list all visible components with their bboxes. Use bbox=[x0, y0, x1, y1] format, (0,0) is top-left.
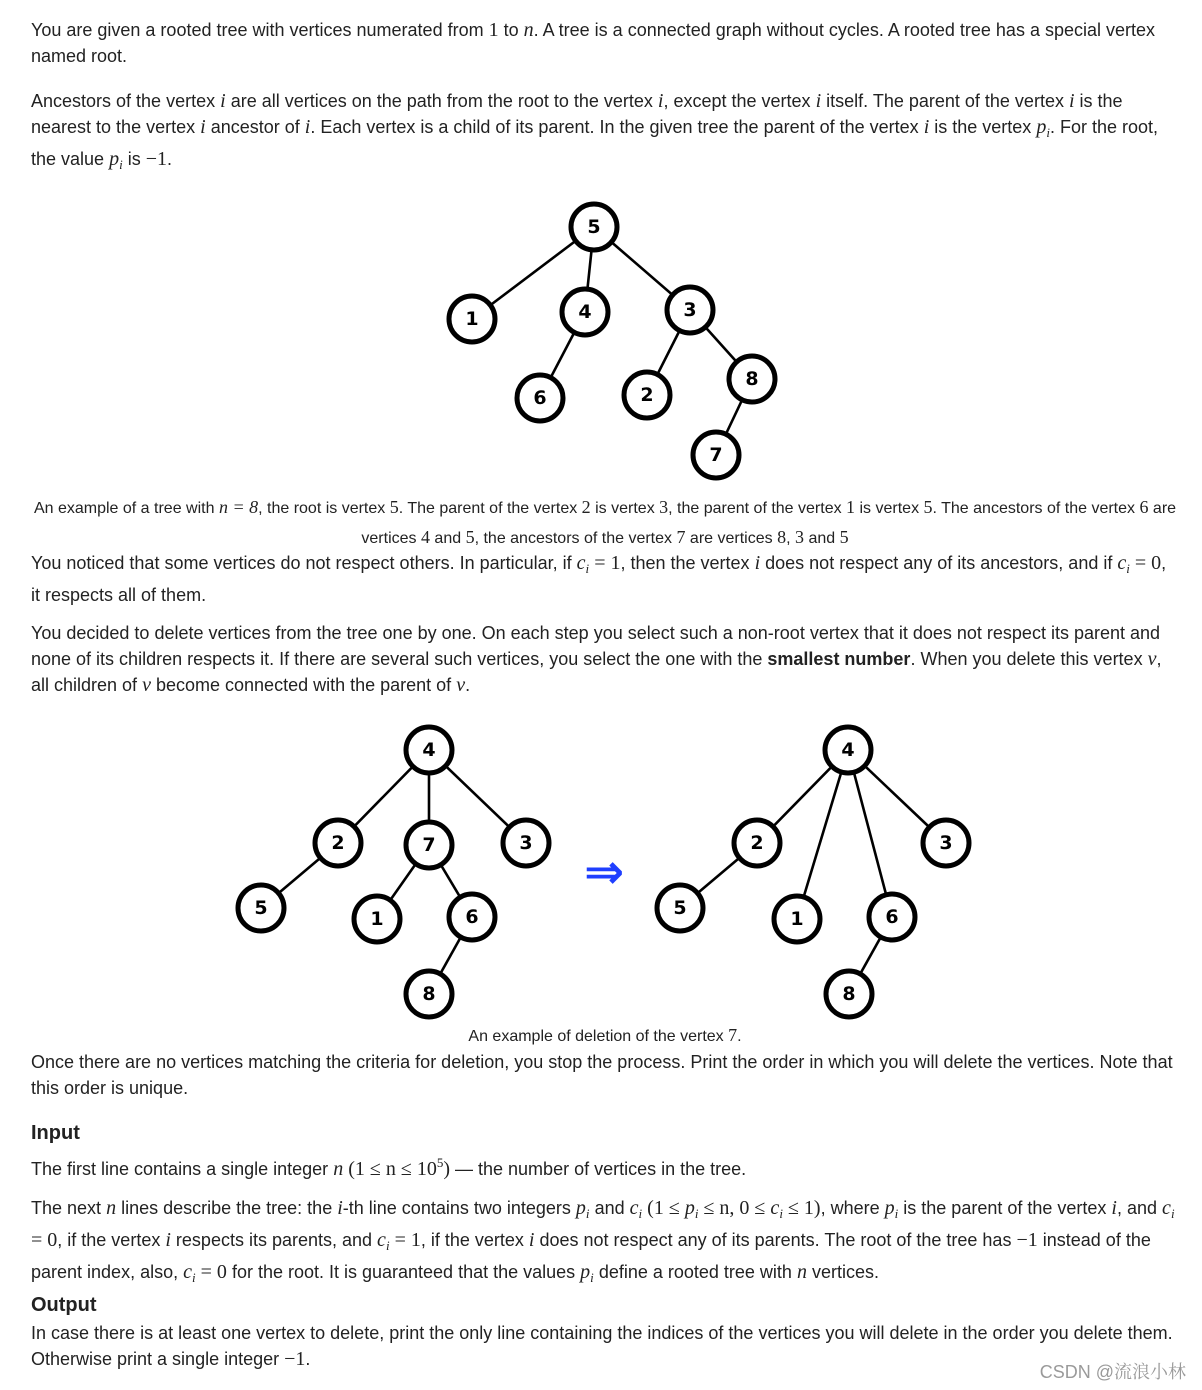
tree-2-after-node-1 bbox=[774, 896, 820, 942]
svg-text:7: 7 bbox=[709, 444, 723, 466]
svg-text:8: 8 bbox=[745, 368, 759, 390]
svg-text:5: 5 bbox=[254, 897, 268, 919]
tree-2-before-node-6 bbox=[449, 894, 495, 940]
paragraph-intro: You are given a rooted tree with vertices numerated from 1 to n. A tree is a connected graph without cycles. A rooted tree has a special vertex named root. bbox=[31, 19, 1156, 66]
tree-1-node-2 bbox=[624, 372, 670, 418]
tree-2-before-edges bbox=[261, 750, 526, 994]
tree-2-before-node-4 bbox=[406, 727, 452, 773]
svg-text:6: 6 bbox=[885, 906, 899, 928]
tree-1-node-4 bbox=[562, 289, 608, 335]
svg-text:3: 3 bbox=[939, 832, 953, 854]
heading-input: Input bbox=[31, 1122, 80, 1144]
tree-example-2-before bbox=[235, 718, 555, 1018]
paragraph-input: The first line contains a single integer n $(1 \le n \le 10^5)$ — the number of vertices in the tree. bbox=[31, 1155, 747, 1180]
svg-text:4: 4 bbox=[841, 739, 855, 761]
tree-1-node-1 bbox=[449, 296, 495, 342]
paragraph-output: In case there is at least one vertex to delete, print the only line containing the indices of the vertices you will delete in the order you delete them. Otherwise print a single integer −1. bbox=[31, 1323, 1173, 1370]
svg-text:8: 8 bbox=[422, 983, 436, 1005]
svg-text:3: 3 bbox=[519, 832, 533, 854]
heading-output: Output bbox=[31, 1294, 97, 1316]
tree-1-node-6 bbox=[517, 375, 563, 421]
tree-2-after-node-2 bbox=[734, 820, 780, 866]
tree-example-2-after bbox=[654, 718, 974, 1018]
tree-2-before-node-7 bbox=[406, 822, 452, 868]
watermark: CSDN @流浪小林 bbox=[1039, 1362, 1186, 1382]
svg-text:7: 7 bbox=[422, 834, 436, 856]
tree-1-node-3 bbox=[667, 287, 713, 333]
tree-2-before-node-5 bbox=[238, 885, 284, 931]
svg-text:4: 4 bbox=[422, 739, 436, 761]
caption-tree-2: An example of deletion of the vertex 7. bbox=[468, 1025, 742, 1045]
svg-text:3: 3 bbox=[683, 299, 697, 321]
tree-1-node-8 bbox=[729, 356, 775, 402]
tree-2-before-node-2 bbox=[315, 820, 361, 866]
paragraph-ancestors: Ancestors of the vertex i are all vertices on the path from the root to the vertex i, except the vertex i itself. The parent of the vertex i is the nearest to the vertex i ancestor of i. Each vertex is a child of its parent. In the given tree the parent of the vertex i is the vertex $p_i$. For the root, the value $p_i$ is −1. bbox=[31, 90, 1158, 172]
tree-2-after-node-5 bbox=[657, 885, 703, 931]
svg-text:2: 2 bbox=[640, 384, 654, 406]
svg-text:8: 8 bbox=[842, 983, 856, 1005]
svg-text:6: 6 bbox=[465, 906, 479, 928]
paragraph-delete: You decided to delete vertices from the tree one by one. On each step you select such a non-root vertex that it does not respect its parent and none of its children respects it. If there are several such vertices, you select the one with the smallest number. When you delete this vertex v, all children of v become connected with the parent of v. bbox=[31, 623, 1162, 696]
paragraph-next-lines: The next n lines describe the tree: the i-th line contains two integers $p_i$ and $c_i$ ($1 \le p_i \le n$, $0 \le c_i \le 1$), where $p_i$ is the parent of the vertex i, and $c_i = 0$, if the vertex i respects its parents, and $c_i = 1$, if the vertex i does not respect any of its parents. The root of the tree has −1 instead of the parent index, also, $c_i = 0$ for the root. It is guaranteed that the values $p_i$ define a rooted tree with n vertices. bbox=[31, 1197, 1175, 1285]
tree-1-node-7 bbox=[693, 432, 739, 478]
svg-text:2: 2 bbox=[331, 832, 345, 854]
tree-2-before-node-3 bbox=[503, 820, 549, 866]
tree-2-after-edges bbox=[680, 750, 946, 994]
svg-text:2: 2 bbox=[750, 832, 764, 854]
svg-text:1: 1 bbox=[370, 908, 384, 930]
tree-1-node-5 bbox=[571, 204, 617, 250]
paragraph-respect: You noticed that some vertices do not respect others. In particular, if $c_i = 1$, then the vertex i does not respect any of its ancestors, and if $c_i = 0$, it respects all of them. bbox=[31, 552, 1167, 605]
tree-2-after-node-8 bbox=[826, 971, 872, 1017]
caption-tree-1: An example of a tree with n = 8, the root is vertex 5. The parent of the vertex 2 is vertex 3, the parent of the vertex 1 is vertex 5. The ancestors of the vertex 6 are vertices 4 and 5, the ancestors of the vertex 7 are vertices 8, 3 and 5 bbox=[33, 497, 1177, 547]
tree-2-after-node-6 bbox=[869, 894, 915, 940]
svg-text:6: 6 bbox=[533, 387, 547, 409]
tree-2-after-node-3 bbox=[923, 820, 969, 866]
svg-text:5: 5 bbox=[587, 216, 601, 238]
svg-text:1: 1 bbox=[790, 908, 804, 930]
paragraph-stop: Once there are no vertices matching the criteria for deletion, you stop the process. Print the order in which you will delete the vertices. Note that this order is unique. bbox=[31, 1052, 1173, 1098]
svg-text:5: 5 bbox=[673, 897, 687, 919]
tree-2-before-node-1 bbox=[354, 896, 400, 942]
arrow-icon: ⇒ bbox=[584, 844, 625, 900]
tree-2-before-node-8 bbox=[406, 971, 452, 1017]
svg-text:4: 4 bbox=[578, 301, 592, 323]
tree-example-1 bbox=[440, 198, 780, 484]
tree-2-after-node-4 bbox=[825, 727, 871, 773]
tree-1-edges bbox=[472, 227, 752, 455]
svg-text:1: 1 bbox=[465, 308, 479, 330]
